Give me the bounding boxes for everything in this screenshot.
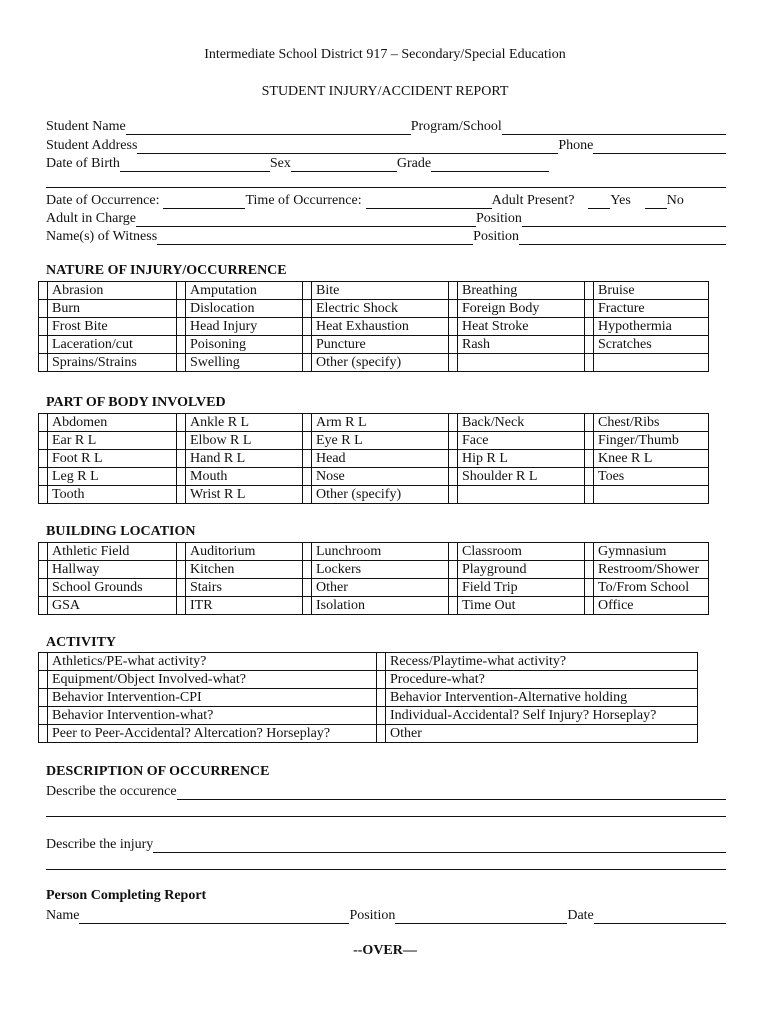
- body-part-checkbox[interactable]: [39, 468, 48, 486]
- dob-row: [46, 154, 726, 172]
- activity-checkbox[interactable]: [39, 707, 48, 725]
- completer-name-field[interactable]: [79, 909, 349, 924]
- describe-occurrence-field[interactable]: [177, 785, 726, 800]
- nature-option: Other (specify): [312, 354, 449, 372]
- location-table: [38, 542, 709, 615]
- activity-checkbox[interactable]: [377, 689, 386, 707]
- nature-checkbox[interactable]: [303, 354, 312, 372]
- location-option: Auditorium: [186, 543, 303, 561]
- body-table: [38, 413, 709, 504]
- position-label: Position: [475, 211, 522, 226]
- location-option: Athletic Field: [48, 543, 177, 561]
- body-part-option: [458, 486, 585, 504]
- activity-table: [38, 652, 698, 743]
- body-part-option: Other (specify): [312, 486, 449, 504]
- nature-option: Laceration/cut: [48, 336, 177, 354]
- describe-injury-field[interactable]: [153, 838, 726, 853]
- yes-field[interactable]: [588, 194, 610, 209]
- location-option: Restroom/Shower: [594, 561, 709, 579]
- sex-field[interactable]: [291, 157, 397, 172]
- program-field[interactable]: [502, 120, 726, 135]
- nature-checkbox[interactable]: [303, 282, 312, 300]
- location-option: School Grounds: [48, 579, 177, 597]
- activity-option: Behavior Intervention-what?: [48, 707, 377, 725]
- location-option: Lockers: [312, 561, 449, 579]
- describe-occurrence-line-2[interactable]: [46, 816, 726, 817]
- body-part-option: Finger/Thumb: [594, 432, 709, 450]
- location-checkbox[interactable]: [303, 579, 312, 597]
- nature-checkbox[interactable]: [177, 354, 186, 372]
- nature-option: Foreign Body: [458, 300, 585, 318]
- no-field[interactable]: [645, 194, 667, 209]
- location-row: [39, 543, 709, 561]
- body-part-option: Abdomen: [48, 414, 177, 432]
- nature-option: Electric Shock: [312, 300, 449, 318]
- location-checkbox[interactable]: [303, 597, 312, 615]
- activity-checkbox[interactable]: [377, 653, 386, 671]
- location-checkbox[interactable]: [449, 561, 458, 579]
- adult-charge-row: [46, 209, 726, 227]
- nature-checkbox[interactable]: [585, 282, 594, 300]
- body-part-checkbox[interactable]: [449, 432, 458, 450]
- student-name-row: [46, 117, 726, 135]
- nature-checkbox[interactable]: [449, 300, 458, 318]
- body-part-option: Hand R L: [186, 450, 303, 468]
- body-part-checkbox[interactable]: [303, 486, 312, 504]
- activity-checkbox[interactable]: [39, 689, 48, 707]
- body-part-checkbox[interactable]: [303, 450, 312, 468]
- location-row: [39, 561, 709, 579]
- location-heading: BUILDING LOCATION: [46, 524, 196, 539]
- location-row: [39, 579, 709, 597]
- body-part-option: Eye R L: [312, 432, 449, 450]
- nature-row: [39, 354, 709, 372]
- body-part-checkbox[interactable]: [177, 432, 186, 450]
- completer-date-field[interactable]: [594, 909, 726, 924]
- body-heading: PART OF BODY INVOLVED: [46, 395, 226, 410]
- body-part-checkbox[interactable]: [449, 486, 458, 504]
- location-checkbox[interactable]: [177, 561, 186, 579]
- nature-option: Frost Bite: [48, 318, 177, 336]
- grade-label: Grade: [396, 156, 432, 171]
- activity-option: Procedure-what?: [386, 671, 698, 689]
- body-part-option: Hip R L: [458, 450, 585, 468]
- body-part-option: Back/Neck: [458, 414, 585, 432]
- describe-occurrence-label: Describe the occurence: [46, 784, 177, 799]
- nature-checkbox[interactable]: [39, 282, 48, 300]
- location-checkbox[interactable]: [177, 579, 186, 597]
- address-label: Student Address: [46, 138, 138, 153]
- nature-option: Heat Stroke: [458, 318, 585, 336]
- body-part-option: Ear R L: [48, 432, 177, 450]
- body-part-row: [39, 432, 709, 450]
- location-option: Lunchroom: [312, 543, 449, 561]
- location-checkbox[interactable]: [39, 597, 48, 615]
- nature-checkbox[interactable]: [449, 282, 458, 300]
- location-option: ITR: [186, 597, 303, 615]
- date-occurrence-label: Date of Occurrence:: [46, 193, 160, 208]
- completer-position-field[interactable]: [395, 909, 567, 924]
- body-part-option: Arm R L: [312, 414, 449, 432]
- dob-label: Date of Birth: [46, 156, 120, 171]
- activity-checkbox[interactable]: [39, 725, 48, 743]
- body-part-checkbox[interactable]: [177, 468, 186, 486]
- nature-option: Head Injury: [186, 318, 303, 336]
- location-checkbox[interactable]: [39, 543, 48, 561]
- body-part-checkbox[interactable]: [585, 450, 594, 468]
- nature-option: Rash: [458, 336, 585, 354]
- describe-injury-line-2[interactable]: [46, 869, 726, 870]
- nature-checkbox[interactable]: [177, 300, 186, 318]
- activity-option: Peer to Peer-Accidental? Altercation? Horseplay?: [48, 725, 377, 743]
- location-option: Field Trip: [458, 579, 585, 597]
- nature-checkbox[interactable]: [585, 354, 594, 372]
- location-checkbox[interactable]: [449, 597, 458, 615]
- activity-option: Equipment/Object Involved-what?: [48, 671, 377, 689]
- body-part-option: Foot R L: [48, 450, 177, 468]
- district-heading: Intermediate School District 917 – Secondary/Special Education: [204, 47, 566, 62]
- phone-field[interactable]: [593, 139, 726, 154]
- body-part-checkbox[interactable]: [39, 414, 48, 432]
- body-part-option: Nose: [312, 468, 449, 486]
- activity-checkbox[interactable]: [377, 725, 386, 743]
- position-field[interactable]: [522, 212, 726, 227]
- body-part-option: Wrist R L: [186, 486, 303, 504]
- student-name-field[interactable]: [126, 120, 411, 135]
- describe-injury-row: [46, 835, 726, 853]
- body-part-checkbox[interactable]: [39, 450, 48, 468]
- nature-row: [39, 282, 709, 300]
- body-part-option: Face: [458, 432, 585, 450]
- description-heading: DESCRIPTION OF OCCURRENCE: [46, 764, 270, 779]
- body-part-checkbox[interactable]: [39, 486, 48, 504]
- divider: [46, 187, 726, 188]
- no-label: No: [666, 193, 684, 208]
- body-part-row: [39, 414, 709, 432]
- program-label: Program/School: [410, 119, 502, 134]
- location-option: GSA: [48, 597, 177, 615]
- body-part-checkbox[interactable]: [449, 414, 458, 432]
- activity-row: [39, 689, 698, 707]
- body-part-checkbox[interactable]: [585, 432, 594, 450]
- nature-checkbox[interactable]: [39, 354, 48, 372]
- describe-occurrence-row: [46, 782, 726, 800]
- body-part-checkbox[interactable]: [177, 450, 186, 468]
- location-checkbox[interactable]: [585, 597, 594, 615]
- activity-heading: ACTIVITY: [46, 635, 117, 650]
- location-checkbox[interactable]: [303, 561, 312, 579]
- nature-checkbox[interactable]: [39, 336, 48, 354]
- nature-checkbox[interactable]: [585, 336, 594, 354]
- nature-checkbox[interactable]: [585, 318, 594, 336]
- nature-option: Scratches: [594, 336, 709, 354]
- address-field[interactable]: [137, 139, 558, 154]
- body-part-row: [39, 450, 709, 468]
- body-part-option: Toes: [594, 468, 709, 486]
- activity-checkbox[interactable]: [39, 671, 48, 689]
- location-checkbox[interactable]: [585, 561, 594, 579]
- completer-position-label: Position: [349, 908, 396, 923]
- page-title: STUDENT INJURY/ACCIDENT REPORT: [261, 84, 509, 99]
- body-part-checkbox[interactable]: [303, 414, 312, 432]
- nature-checkbox[interactable]: [39, 318, 48, 336]
- location-option: Isolation: [312, 597, 449, 615]
- witness-field[interactable]: [157, 230, 473, 245]
- location-checkbox[interactable]: [39, 579, 48, 597]
- phone-label: Phone: [558, 138, 594, 153]
- nature-checkbox[interactable]: [177, 336, 186, 354]
- body-part-option: Knee R L: [594, 450, 709, 468]
- body-part-checkbox[interactable]: [177, 486, 186, 504]
- completer-date-label: Date: [567, 908, 594, 923]
- activity-option: Behavior Intervention-CPI: [48, 689, 377, 707]
- activity-row: [39, 653, 698, 671]
- location-checkbox[interactable]: [449, 543, 458, 561]
- location-checkbox[interactable]: [585, 579, 594, 597]
- nature-option: Sprains/Strains: [48, 354, 177, 372]
- nature-option: Abrasion: [48, 282, 177, 300]
- nature-row: [39, 300, 709, 318]
- witness-row: [46, 227, 726, 245]
- nature-checkbox[interactable]: [39, 300, 48, 318]
- position2-field[interactable]: [519, 230, 726, 245]
- nature-option: Burn: [48, 300, 177, 318]
- activity-row: [39, 707, 698, 725]
- nature-checkbox[interactable]: [449, 354, 458, 372]
- completer-row: [46, 906, 726, 924]
- adult-charge-field[interactable]: [136, 212, 476, 227]
- body-part-checkbox[interactable]: [449, 450, 458, 468]
- location-checkbox[interactable]: [177, 543, 186, 561]
- location-checkbox[interactable]: [177, 597, 186, 615]
- adult-present-label: Adult Present?: [491, 193, 575, 208]
- completer-name-label: Name: [46, 908, 80, 923]
- activity-option: Other: [386, 725, 698, 743]
- witness-label: Name(s) of Witness: [46, 229, 158, 244]
- body-part-option: Mouth: [186, 468, 303, 486]
- nature-checkbox[interactable]: [303, 318, 312, 336]
- nature-option: Swelling: [186, 354, 303, 372]
- nature-row: [39, 318, 709, 336]
- location-option: Gymnasium: [594, 543, 709, 561]
- body-part-checkbox[interactable]: [449, 468, 458, 486]
- body-part-row: [39, 468, 709, 486]
- activity-option: Recess/Playtime-what activity?: [386, 653, 698, 671]
- body-part-checkbox[interactable]: [39, 432, 48, 450]
- body-part-option: Tooth: [48, 486, 177, 504]
- body-part-option: Head: [312, 450, 449, 468]
- nature-option: Amputation: [186, 282, 303, 300]
- nature-checkbox[interactable]: [449, 318, 458, 336]
- nature-checkbox[interactable]: [449, 336, 458, 354]
- dob-field[interactable]: [120, 157, 270, 172]
- describe-injury-label: Describe the injury: [46, 837, 154, 852]
- nature-option: Puncture: [312, 336, 449, 354]
- location-option: Classroom: [458, 543, 585, 561]
- nature-option: [594, 354, 709, 372]
- time-occurrence-field[interactable]: [366, 194, 492, 209]
- location-checkbox[interactable]: [449, 579, 458, 597]
- activity-checkbox[interactable]: [39, 653, 48, 671]
- body-part-checkbox[interactable]: [585, 468, 594, 486]
- body-part-option: Leg R L: [48, 468, 177, 486]
- nature-checkbox[interactable]: [303, 336, 312, 354]
- body-part-option: Shoulder R L: [458, 468, 585, 486]
- nature-option: [458, 354, 585, 372]
- body-part-checkbox[interactable]: [303, 468, 312, 486]
- sex-label: Sex: [269, 156, 291, 171]
- nature-checkbox[interactable]: [177, 318, 186, 336]
- date-occurrence-field[interactable]: [163, 194, 245, 209]
- nature-option: Fracture: [594, 300, 709, 318]
- activity-option: Athletics/PE-what activity?: [48, 653, 377, 671]
- nature-checkbox[interactable]: [177, 282, 186, 300]
- time-occurrence-label: Time of Occurrence:: [245, 193, 362, 208]
- location-checkbox[interactable]: [585, 543, 594, 561]
- activity-row: [39, 671, 698, 689]
- body-part-checkbox[interactable]: [585, 414, 594, 432]
- nature-checkbox[interactable]: [303, 300, 312, 318]
- location-checkbox[interactable]: [303, 543, 312, 561]
- adult-charge-label: Adult in Charge: [46, 211, 136, 226]
- nature-option: Dislocation: [186, 300, 303, 318]
- body-part-option: Ankle R L: [186, 414, 303, 432]
- completer-heading: Person Completing Report: [46, 888, 207, 903]
- location-option: Other: [312, 579, 449, 597]
- location-checkbox[interactable]: [39, 561, 48, 579]
- body-part-checkbox[interactable]: [177, 414, 186, 432]
- location-row: [39, 597, 709, 615]
- nature-heading: NATURE OF INJURY/OCCURRENCE: [46, 263, 287, 278]
- nature-table: [38, 281, 709, 372]
- activity-checkbox[interactable]: [377, 707, 386, 725]
- activity-row: [39, 725, 698, 743]
- nature-checkbox[interactable]: [585, 300, 594, 318]
- nature-option: Bite: [312, 282, 449, 300]
- occurrence-row: [46, 191, 726, 209]
- yes-label: Yes: [610, 193, 631, 208]
- nature-option: Breathing: [458, 282, 585, 300]
- nature-row: [39, 336, 709, 354]
- location-option: To/From School: [594, 579, 709, 597]
- activity-option: Behavior Intervention-Alternative holding: [386, 689, 698, 707]
- body-part-option: [594, 486, 709, 504]
- nature-option: Heat Exhaustion: [312, 318, 449, 336]
- location-option: Time Out: [458, 597, 585, 615]
- body-part-option: Chest/Ribs: [594, 414, 709, 432]
- body-part-checkbox[interactable]: [303, 432, 312, 450]
- nature-option: Poisoning: [186, 336, 303, 354]
- position2-label: Position: [473, 229, 520, 244]
- body-part-option: Elbow R L: [186, 432, 303, 450]
- activity-checkbox[interactable]: [377, 671, 386, 689]
- location-option: Hallway: [48, 561, 177, 579]
- location-option: Stairs: [186, 579, 303, 597]
- nature-option: Bruise: [594, 282, 709, 300]
- activity-option: Individual-Accidental? Self Injury? Horseplay?: [386, 707, 698, 725]
- location-option: Kitchen: [186, 561, 303, 579]
- grade-field[interactable]: [431, 157, 549, 172]
- student-name-label: Student Name: [46, 119, 126, 134]
- over-footer: --OVER—: [353, 943, 417, 958]
- location-option: Playground: [458, 561, 585, 579]
- location-option: Office: [594, 597, 709, 615]
- nature-option: Hypothermia: [594, 318, 709, 336]
- student-address-row: [46, 136, 726, 154]
- body-part-row: [39, 486, 709, 504]
- body-part-checkbox[interactable]: [585, 486, 594, 504]
